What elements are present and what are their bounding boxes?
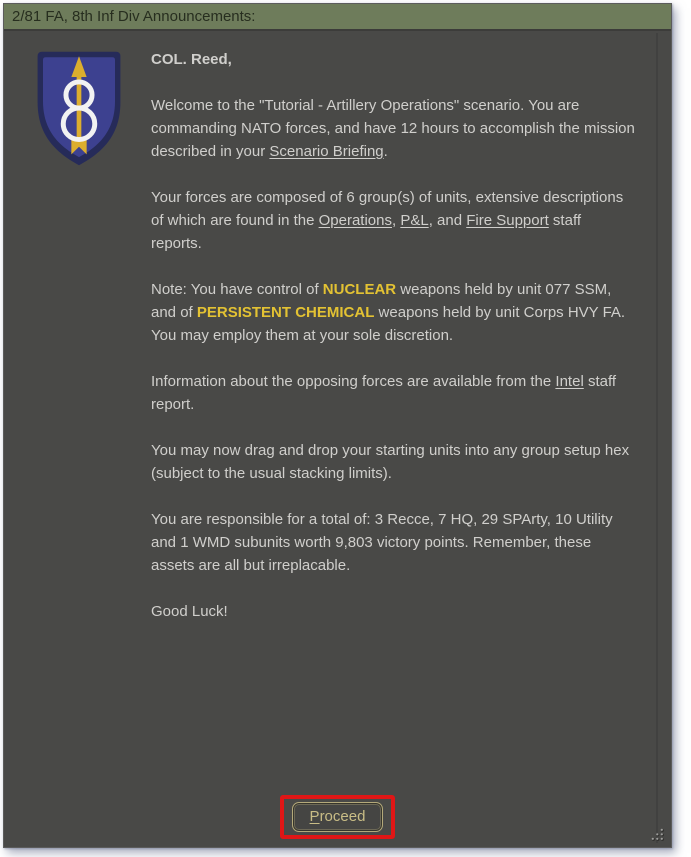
content-row — [4, 31, 671, 646]
button-row — [4, 795, 671, 839]
message-paragraph — [151, 94, 635, 163]
intel-link[interactable]: Intel — [555, 373, 584, 390]
operations-link[interactable]: Operations — [318, 212, 392, 229]
message-paragraph — [151, 439, 635, 485]
message-text: Your forces are composed of 6 group(s) of units, extensive descriptions of which are found in the — [151, 189, 624, 229]
8th-infantry-division-shield-icon — [34, 50, 124, 172]
warning-text: NUCLEAR — [322, 281, 397, 298]
message-text: Welcome to the "Tutorial - Artillery Operations" scenario. You are commanding NATO forces, and have 12 hours to accomplish the mission described in your — [151, 97, 635, 160]
message-text: staff reports. — [151, 212, 582, 252]
message-paragraph — [151, 370, 635, 416]
proceed-label-rest: roceed — [319, 808, 366, 825]
message-text: Note: You have control of — [151, 281, 323, 298]
panel-right-edge — [656, 33, 658, 843]
pl-link[interactable]: P&L — [400, 212, 429, 229]
message-text: You are responsible for a total of: 3 Recce, 7 HQ, 29 SPArty, 10 Utility and 1 WMD subunits worth 9,803 victory points. Remember, these assets are all but irreplacable. — [151, 511, 613, 574]
message-text: Information about the opposing forces are available from the — [151, 373, 556, 390]
message-paragraph — [151, 48, 635, 71]
message-paragraph — [151, 600, 635, 623]
dialog-body — [4, 31, 671, 847]
message-text: . — [383, 143, 388, 160]
message-text: You may now drag and drop your starting units into any group setup hex (subject to the usual stacking limits). — [151, 442, 630, 482]
resize-grip[interactable] — [650, 827, 665, 842]
scenario-briefing-link[interactable]: Scenario Briefing — [269, 143, 384, 160]
red-highlight-annotation — [280, 795, 396, 839]
fire-support-link[interactable]: Fire Support — [466, 212, 549, 229]
warning-text: PERSISTENT CHEMICAL — [196, 304, 375, 321]
message-text: weapons held by unit 077 SSM, and of — [151, 281, 612, 321]
announcements-dialog — [3, 3, 672, 848]
message-paragraph — [151, 186, 635, 255]
message-paragraph — [151, 278, 635, 347]
dialog-titlebar: 2/81 FA, 8th Inf Div Announcements: — [4, 4, 671, 31]
message-text: , and — [428, 212, 467, 229]
message-text: COL. Reed, — [151, 51, 232, 68]
proceed-button[interactable] — [292, 802, 384, 832]
message-text: staff report. — [151, 373, 617, 413]
message-text: Good Luck! — [151, 603, 228, 620]
proceed-shortcut-letter: P — [309, 808, 320, 825]
message-text: weapons held by unit Corps HVY FA. You may employ them at your sole discretion. — [151, 304, 626, 344]
message-paragraph — [151, 508, 635, 577]
message-body — [151, 48, 641, 646]
message-text: , — [391, 212, 401, 229]
